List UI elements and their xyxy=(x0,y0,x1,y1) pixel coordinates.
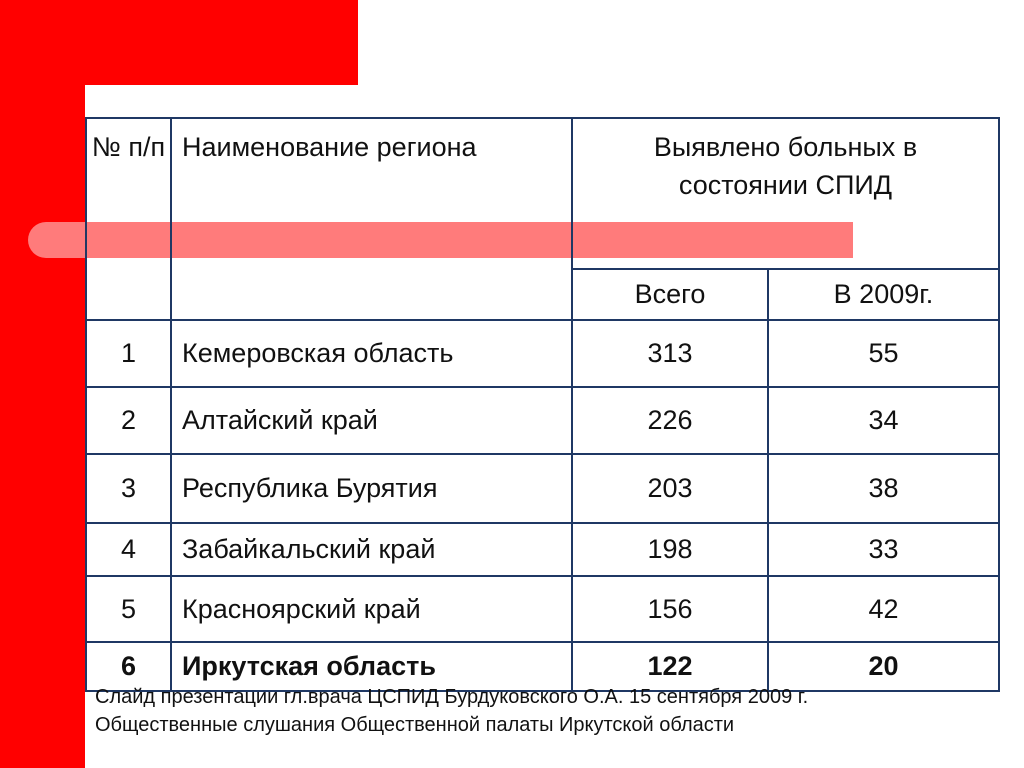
aids-cases-table xyxy=(85,117,1000,692)
row-year2009: 42 xyxy=(768,576,999,642)
row-region: Забайкальский край xyxy=(171,523,572,576)
row-total: 313 xyxy=(572,320,768,387)
table-row xyxy=(86,320,999,387)
source-footnote xyxy=(95,683,808,739)
row-total: 156 xyxy=(572,576,768,642)
row-num: 2 xyxy=(86,387,171,454)
row-year2009: 34 xyxy=(768,387,999,454)
row-region: Иркутская область xyxy=(171,642,572,691)
footnote-line-2: Общественные слушания Общественной палаты Иркутской области xyxy=(95,714,735,736)
header-total: Всего xyxy=(572,269,768,320)
row-num: 6 xyxy=(86,642,171,691)
row-region: Кемеровская область xyxy=(171,320,572,387)
row-num: 3 xyxy=(86,454,171,523)
header-num: № п/п xyxy=(86,118,171,320)
row-num: 1 xyxy=(86,320,171,387)
header-year2009: В 2009г. xyxy=(768,269,999,320)
footnote-line-1: Слайд презентации гл.врача ЦСПИД Бурдуковского О.А. 15 сентября 2009 г. xyxy=(95,686,809,708)
row-region: Республика Бурятия xyxy=(171,454,572,523)
row-num: 5 xyxy=(86,576,171,642)
row-year2009: 55 xyxy=(768,320,999,387)
decorative-red-bar xyxy=(0,0,85,768)
table-row xyxy=(86,454,999,523)
row-total: 198 xyxy=(572,523,768,576)
row-year2009: 33 xyxy=(768,523,999,576)
row-total: 203 xyxy=(572,454,768,523)
row-region: Алтайский край xyxy=(171,387,572,454)
table-row xyxy=(86,523,999,576)
header-detected: Выявлено больных в состоянии СПИД xyxy=(572,118,999,269)
table-header-row xyxy=(86,118,999,269)
header-region: Наименование региона xyxy=(171,118,572,320)
table-row xyxy=(86,576,999,642)
table-row xyxy=(86,387,999,454)
row-year2009: 38 xyxy=(768,454,999,523)
row-year2009: 20 xyxy=(768,642,999,691)
row-total: 122 xyxy=(572,642,768,691)
row-region: Красноярский край xyxy=(171,576,572,642)
row-num: 4 xyxy=(86,523,171,576)
row-total: 226 xyxy=(572,387,768,454)
